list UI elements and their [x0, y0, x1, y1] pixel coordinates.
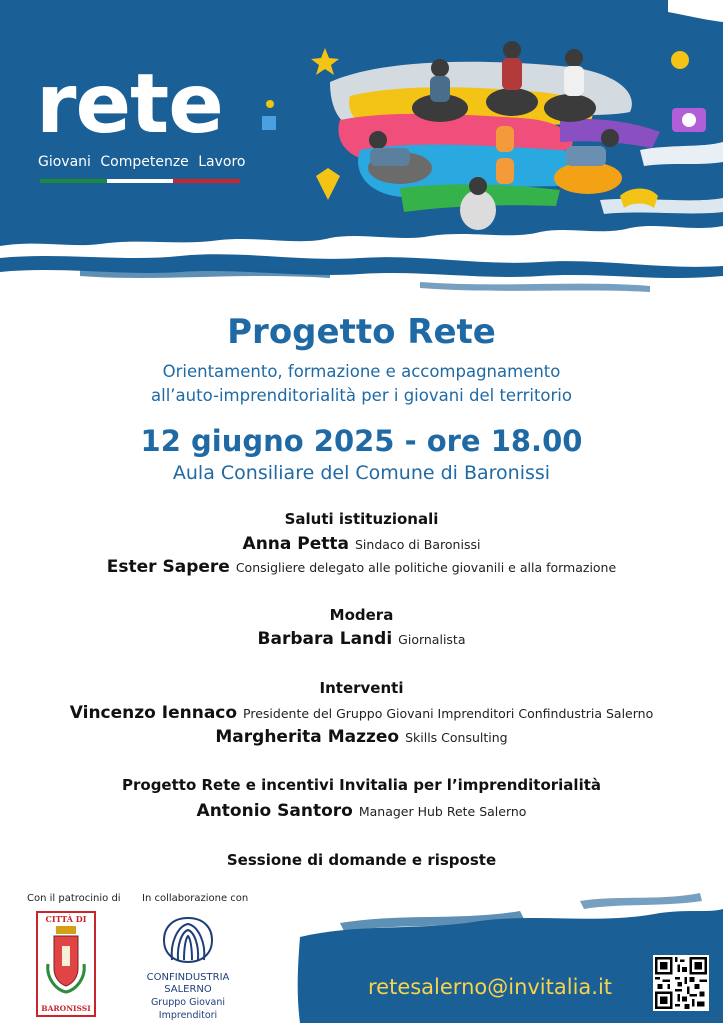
speaker-name: Margherita Mazzeo — [215, 727, 400, 747]
collaborazione-label: In collaborazione con — [142, 893, 249, 904]
speaker-role: Presidente del Gruppo Giovani Imprenditori Confindustria Salerno — [243, 706, 654, 721]
header-banner — [0, 0, 723, 300]
crest-text-bottom: BARONISSI — [41, 1004, 91, 1013]
baronissi-crest-logo — [36, 911, 96, 1017]
confindustria-name: CONFINDUSTRIA — [146, 972, 230, 983]
speaker-role: Skills Consulting — [405, 730, 508, 745]
section-saluti-title: Saluti istituzionali — [284, 510, 439, 528]
crest-text-top: CITTÀ DI — [45, 914, 87, 924]
speaker-row — [0, 534, 723, 554]
speaker-name: Ester Sapere — [106, 557, 230, 577]
speaker-name: Vincenzo Iennaco — [69, 703, 238, 723]
event-date: 12 giugno 2025 - ore 18.00 — [140, 424, 583, 458]
tricolor-underline — [40, 179, 240, 183]
logo-tagline: Giovani Competenze Lavoro — [38, 154, 246, 170]
event-title: Progetto Rete — [227, 312, 496, 352]
subtitle-line-1: Orientamento, formazione e accompagnamento — [162, 362, 561, 381]
qr-code-icon — [655, 957, 707, 1009]
speaker-name: Antonio Santoro — [196, 801, 353, 821]
speaker-row — [0, 801, 723, 821]
confindustria-emblem-icon — [158, 914, 218, 966]
contact-email-link[interactable]: retesalerno@invitalia.it — [368, 975, 613, 999]
rete-logo: rete — [36, 57, 223, 152]
event-venue: Aula Consiliare del Comune di Baronissi — [172, 462, 551, 484]
patrocinio-label: Con il patrocinio di — [27, 893, 121, 904]
speaker-role: Manager Hub Rete Salerno — [358, 804, 527, 819]
crest-emblem-icon — [38, 924, 94, 1004]
confindustria-logo — [122, 914, 254, 1021]
speaker-row — [0, 629, 723, 649]
speaker-row — [0, 557, 723, 577]
speaker-row — [0, 727, 723, 747]
section-interventi-title: Interventi — [319, 679, 404, 697]
speaker-role: Consigliere delegato alle politiche giovanili e alla formazione — [235, 560, 617, 575]
speaker-row — [0, 703, 723, 723]
confindustria-group: Gruppo Giovani Imprenditori — [150, 997, 226, 1021]
confindustria-city: SALERNO — [164, 984, 212, 995]
speaker-role: Sindaco di Baronissi — [355, 537, 481, 552]
subtitle-line-2: all’auto-imprenditorialità per i giovani del territorio — [151, 386, 572, 405]
speaker-name: Anna Petta — [242, 534, 349, 554]
speaker-role: Giornalista — [398, 632, 466, 647]
event-subtitle — [0, 360, 723, 408]
section-modera-title: Modera — [329, 606, 394, 624]
speaker-name: Barbara Landi — [257, 629, 393, 649]
qr-code[interactable] — [653, 955, 709, 1011]
section-qa-title: Sessione di domande e risposte — [226, 851, 497, 869]
section-incentivi-title: Progetto Rete e incentivi Invitalia per l’imprenditorialità — [122, 776, 601, 794]
